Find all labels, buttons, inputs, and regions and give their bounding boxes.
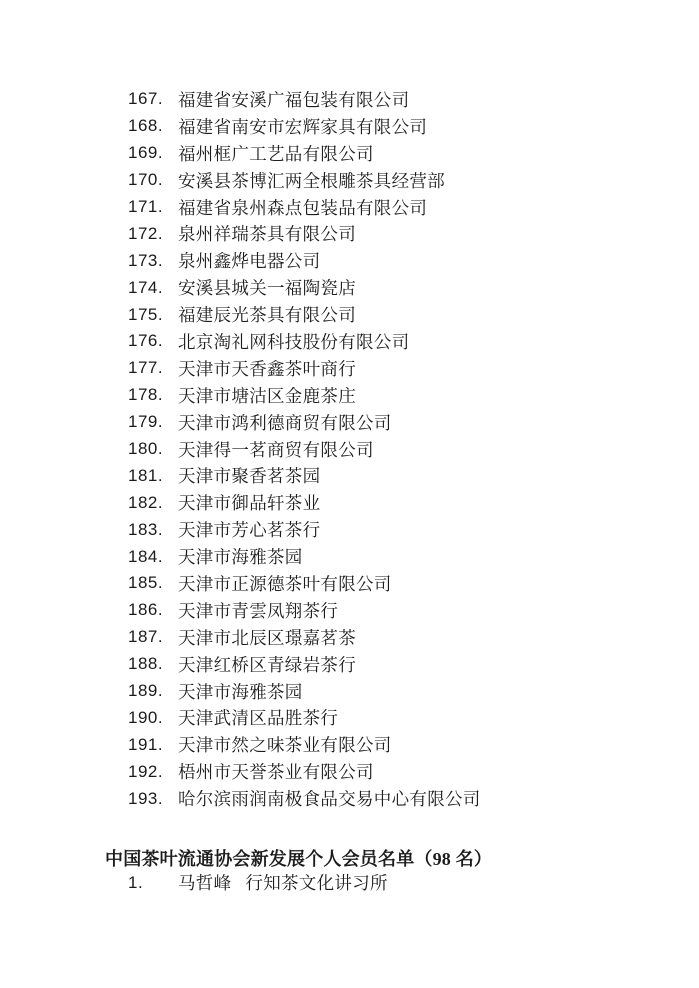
individual-member-list <box>0 869 699 896</box>
company-name: 哈尔滨雨润南极食品交易中心有限公司 <box>178 789 481 810</box>
company-name: 天津市天香鑫茶叶商行 <box>178 358 356 379</box>
item-number: 187. <box>128 627 164 647</box>
company-row <box>0 140 699 167</box>
company-name: 天津得一茗商贸有限公司 <box>178 439 374 460</box>
item-number: 191. <box>128 734 164 754</box>
company-row <box>0 543 699 570</box>
item-number: 181. <box>128 465 164 485</box>
item-number: 180. <box>128 439 164 459</box>
item-number: 177. <box>128 358 164 378</box>
item-number: 170. <box>128 170 164 190</box>
member-organization: 行知茶文化讲习所 <box>245 873 388 893</box>
item-number: 171. <box>128 197 164 216</box>
member-number: 1. <box>128 872 144 892</box>
item-number: 193. <box>128 788 164 808</box>
item-number: 174. <box>128 277 164 297</box>
item-number: 188. <box>128 654 164 674</box>
company-row <box>0 785 699 812</box>
item-number: 186. <box>128 600 164 620</box>
item-number: 168. <box>128 116 164 136</box>
company-name: 福建省安溪广福包装有限公司 <box>178 89 410 110</box>
item-number: 185. <box>128 573 164 593</box>
item-number: 182. <box>128 492 164 512</box>
company-name: 天津市正源德茶叶有限公司 <box>178 573 392 594</box>
item-number: 169. <box>128 143 164 163</box>
company-row <box>0 220 699 247</box>
company-row <box>0 704 699 731</box>
company-name: 福建省泉州森点包装品有限公司 <box>178 197 428 218</box>
company-member-list <box>0 86 699 812</box>
item-number: 175. <box>128 304 164 324</box>
item-number: 183. <box>128 519 164 539</box>
company-row <box>0 462 699 489</box>
item-number: 178. <box>128 385 164 405</box>
company-name: 福建辰光茶具有限公司 <box>178 305 356 326</box>
company-row <box>0 194 699 221</box>
company-row <box>0 409 699 436</box>
company-name: 天津市御品轩茶业 <box>178 493 321 514</box>
item-number: 167. <box>128 89 164 109</box>
item-number: 189. <box>128 681 164 701</box>
company-row <box>0 274 699 301</box>
company-row <box>0 758 699 785</box>
company-name: 天津市海雅茶园 <box>178 681 303 702</box>
company-row <box>0 624 699 651</box>
company-row <box>0 328 699 355</box>
item-number: 192. <box>128 761 164 781</box>
item-number: 184. <box>128 546 164 566</box>
item-number: 176. <box>128 331 164 351</box>
company-name: 天津市青雲凤翔茶行 <box>178 600 339 621</box>
company-row <box>0 355 699 382</box>
company-row <box>0 167 699 194</box>
company-name: 天津武清区品胜茶行 <box>178 708 339 729</box>
member-name: 马哲峰 <box>178 873 232 893</box>
item-number: 172. <box>128 223 164 243</box>
company-name: 泉州鑫烨电器公司 <box>178 251 321 272</box>
company-row <box>0 516 699 543</box>
item-number: 179. <box>128 412 164 432</box>
company-name: 天津市聚香茗茶园 <box>178 466 321 487</box>
company-row <box>0 113 699 140</box>
company-row <box>0 301 699 328</box>
company-name: 天津市北辰区璟嘉茗茶 <box>178 627 356 648</box>
company-row <box>0 436 699 463</box>
item-number: 190. <box>128 707 164 727</box>
company-row <box>0 731 699 758</box>
company-name: 天津市塘沽区金鹿茶庄 <box>178 385 356 406</box>
company-row <box>0 247 699 274</box>
company-name: 泉州祥瑞茶具有限公司 <box>178 224 356 245</box>
company-name: 安溪县城关一福陶瓷店 <box>178 278 356 299</box>
company-row <box>0 651 699 678</box>
company-row <box>0 570 699 597</box>
company-row <box>0 597 699 624</box>
company-name: 天津市芳心茗茶行 <box>178 520 321 541</box>
item-number: 173. <box>128 250 164 270</box>
company-name: 天津市海雅茶园 <box>178 547 303 568</box>
individual-section-heading: 中国茶叶流通协会新发展个人会员名单（98 名） <box>105 849 493 869</box>
company-name: 天津红桥区青绿岩茶行 <box>178 654 356 675</box>
company-name: 天津市鸿利德商贸有限公司 <box>178 412 392 433</box>
company-name: 福州框广工艺品有限公司 <box>178 143 374 164</box>
company-name: 梧州市天誉茶业有限公司 <box>178 762 374 783</box>
company-row <box>0 678 699 705</box>
company-name: 福建省南安市宏辉家具有限公司 <box>178 116 428 137</box>
company-row <box>0 382 699 409</box>
company-name: 北京淘礼网科技股份有限公司 <box>178 331 410 352</box>
company-row <box>0 489 699 516</box>
member-row <box>0 869 699 896</box>
company-name: 天津市然之味茶业有限公司 <box>178 735 392 756</box>
company-name: 安溪县茶博汇两全根雕茶具经营部 <box>178 170 445 191</box>
company-row <box>0 86 699 113</box>
